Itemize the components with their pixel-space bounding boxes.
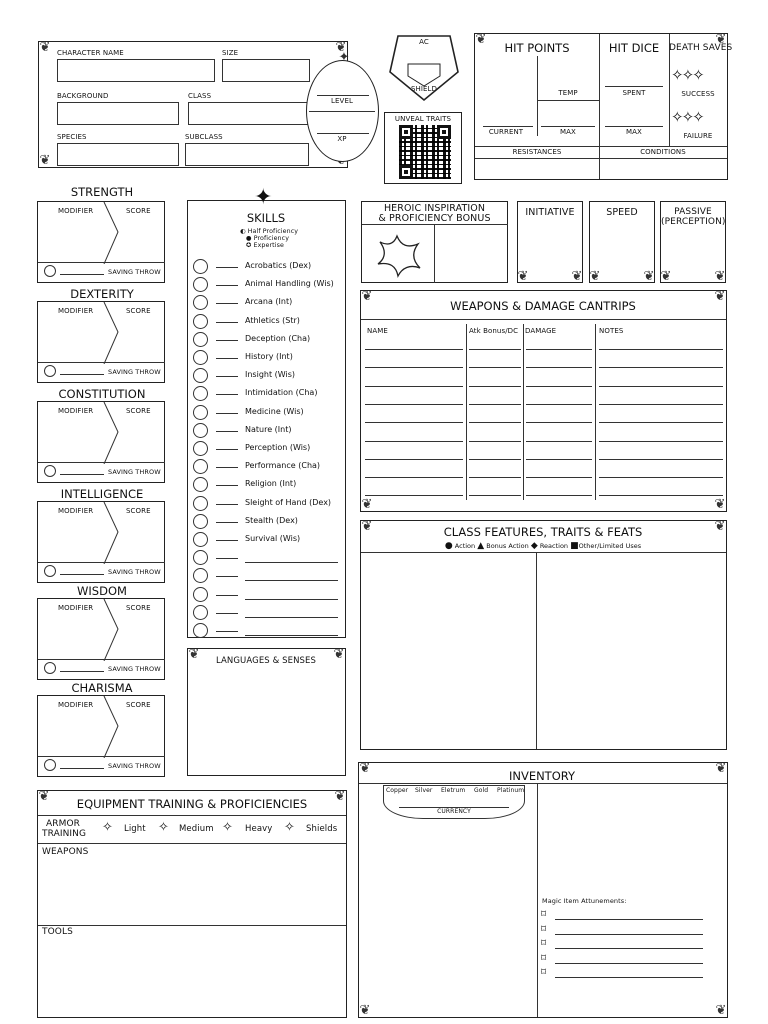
skill-name: Stealth (Dex): [245, 515, 298, 525]
skill-row[interactable]: [188, 567, 348, 585]
custom-skill-field[interactable]: [245, 617, 338, 618]
weapons-col-notes: NOTES: [599, 327, 624, 335]
skill-bonus-field[interactable]: [216, 558, 238, 559]
ability-charisma: [37, 679, 167, 779]
weapon-cell-line[interactable]: [599, 459, 723, 460]
weapon-cell-line[interactable]: [469, 349, 521, 350]
skill-name: Deception (Cha): [245, 333, 311, 343]
saving-throw-label: SAVING THROW: [108, 665, 161, 673]
attunement-slots: [541, 909, 721, 989]
background-field[interactable]: [57, 102, 179, 125]
weapons-title: WEAPONS & DAMAGE CANTRIPS: [450, 299, 636, 313]
ornament-icon: ❦: [715, 761, 727, 776]
skill-row[interactable]: [188, 622, 348, 640]
qr-panel: [384, 112, 462, 184]
skill-bonus-field[interactable]: [216, 522, 238, 523]
languages-panel[interactable]: [187, 648, 346, 776]
shields-label: Shields: [306, 824, 338, 834]
score-label: SCORE: [126, 407, 151, 415]
ornament-icon: ❦: [660, 269, 672, 284]
proficiency-toggle[interactable]: [193, 477, 208, 492]
skill-bonus-field[interactable]: [216, 413, 238, 414]
current-hp-label: CURRENT: [488, 128, 524, 136]
death-save-failure-icons[interactable]: ✧✧✧: [671, 108, 703, 126]
attunement-line[interactable]: [555, 963, 703, 964]
level-label: LEVEL: [331, 97, 353, 105]
character-name-field[interactable]: [57, 59, 215, 82]
passive-perception-box[interactable]: [660, 201, 726, 283]
skill-bonus-field[interactable]: [216, 540, 238, 541]
skill-name: Survival (Wis): [245, 534, 301, 543]
coin-copper: Copper: [386, 787, 409, 794]
attunement-slot-icon[interactable]: ⌑: [541, 952, 547, 964]
skill-bonus-field[interactable]: [216, 431, 238, 432]
qr-label: UNVEAL TRAITS: [394, 115, 452, 123]
weapon-cell-line[interactable]: [526, 459, 592, 460]
passive-label-line2: (PERCEPTION): [661, 217, 726, 227]
skill-name: Sleight of Hand (Dex): [245, 497, 332, 507]
skill-bonus-field[interactable]: [216, 449, 238, 450]
weapons-panel: [360, 290, 727, 512]
weapon-cell-line[interactable]: [469, 477, 521, 478]
resistances-label: RESISTANCES: [512, 148, 562, 156]
weapon-cell-line[interactable]: [599, 404, 723, 405]
features-left-column[interactable]: [361, 553, 536, 749]
weapon-cell-line[interactable]: [526, 367, 592, 368]
ornament-icon: ✦: [338, 50, 350, 65]
weapons-rows[interactable]: [361, 335, 726, 505]
weapon-cell-line[interactable]: [469, 386, 521, 387]
saving-throw-toggle[interactable]: [44, 565, 56, 577]
skill-row[interactable]: [188, 294, 348, 312]
proficiency-toggle[interactable]: [193, 514, 208, 529]
saving-throw-label: SAVING THROW: [108, 468, 161, 476]
weapons-col-name: NAME: [367, 327, 388, 335]
tools-label: TOOLS: [42, 927, 73, 937]
ornament-icon: ❦: [38, 789, 50, 804]
skill-bonus-field[interactable]: [216, 376, 238, 377]
skill-row[interactable]: [188, 385, 348, 403]
coin-platinum: Platinum: [497, 787, 525, 794]
ornament-icon: ❦: [517, 269, 529, 284]
ability-wisdom: [37, 582, 167, 682]
score-label: SCORE: [126, 604, 151, 612]
skill-bonus-field[interactable]: [216, 485, 238, 486]
reaction-icon: ◆: [530, 541, 538, 551]
initiative-box[interactable]: [517, 201, 583, 283]
identity-panel: [38, 41, 348, 168]
xp-label: XP: [337, 135, 347, 143]
bonus-action-icon: ▲: [477, 541, 485, 551]
features-title: CLASS FEATURES, TRAITS & FEATS: [443, 525, 643, 539]
attunement-label: Magic Item Attunements:: [542, 897, 627, 905]
weapons-training-label: WEAPONS: [42, 847, 89, 857]
skill-row[interactable]: [188, 458, 348, 476]
ability-name: CHARISMA: [71, 681, 133, 695]
proficiency-toggle[interactable]: [193, 550, 208, 565]
weapon-cell-line[interactable]: [365, 495, 463, 496]
skill-name: Performance (Cha): [245, 461, 321, 471]
weapon-cell-line[interactable]: [469, 367, 521, 368]
death-saves-title: DEATH SAVES: [669, 43, 733, 53]
character-name-label: CHARACTER NAME: [57, 49, 124, 57]
ac-label: AC: [419, 38, 429, 46]
skill-bonus-field[interactable]: [216, 394, 238, 395]
skill-name: Medicine (Wis): [245, 406, 304, 416]
ornament-icon: ❦: [39, 153, 51, 168]
legend-proficiency: ● Proficiency: [246, 235, 290, 242]
proficiency-toggle[interactable]: [193, 623, 208, 638]
weapon-cell-line[interactable]: [469, 459, 521, 460]
weapon-cell-line[interactable]: [526, 495, 592, 496]
weapon-cell-line[interactable]: [599, 441, 723, 442]
features-panel: [360, 520, 727, 750]
custom-skill-field[interactable]: [245, 635, 338, 636]
species-label: SPECIES: [57, 133, 87, 141]
proficiency-toggle[interactable]: [193, 277, 208, 292]
class-field[interactable]: [188, 102, 310, 125]
armor-training-line2: TRAINING: [42, 829, 87, 839]
ornament-icon: ❦: [714, 269, 726, 284]
skill-name: Intimidation (Cha): [245, 388, 318, 398]
legend-expertise: ✪ Expertise: [246, 242, 284, 249]
ability-name: DEXTERITY: [70, 287, 134, 301]
proficiency-toggle[interactable]: [193, 314, 208, 329]
saving-throw-label: SAVING THROW: [108, 268, 161, 276]
features-legend: ● Action ▲ Bonus Action ◆ Reaction ■Other/Limited Uses: [444, 541, 642, 551]
heavy-armor-toggle[interactable]: ✧: [222, 820, 233, 835]
modifier-label: MODIFIER: [58, 507, 94, 515]
skill-row[interactable]: [188, 440, 348, 458]
ornament-icon: ❦: [643, 269, 655, 284]
proficiency-toggle[interactable]: [193, 441, 208, 456]
skill-row[interactable]: [188, 313, 348, 331]
attunement-line[interactable]: [555, 977, 703, 978]
failure-label: FAILURE: [683, 132, 713, 140]
modifier-label: MODIFIER: [58, 701, 94, 709]
weapon-cell-line[interactable]: [599, 386, 723, 387]
skill-row[interactable]: [188, 276, 348, 294]
weapon-cell-line[interactable]: [526, 422, 592, 423]
weapon-cell-line[interactable]: [365, 367, 463, 368]
skill-bonus-field[interactable]: [216, 358, 238, 359]
proficiency-toggle[interactable]: [193, 532, 208, 547]
ability-name: STRENGTH: [70, 185, 134, 199]
inspiration-panel: [361, 201, 508, 283]
hit-dice-title: HIT DICE: [608, 41, 660, 55]
attunement-slot-icon[interactable]: ⌑: [541, 967, 547, 978]
skill-row[interactable]: [188, 549, 348, 567]
attunement-slot-icon[interactable]: ⌑: [541, 923, 547, 935]
skill-bonus-field[interactable]: [216, 322, 238, 323]
skill-bonus-field[interactable]: [216, 303, 238, 304]
compass-star-icon: ✦: [254, 185, 273, 210]
temp-hp-label: TEMP: [558, 89, 578, 97]
ability-name: WISDOM: [77, 584, 127, 598]
attunement-line[interactable]: [555, 919, 703, 920]
skills-panel: [187, 185, 346, 638]
initiative-label: INITIATIVE: [525, 207, 575, 218]
skills-title: SKILLS: [246, 211, 286, 225]
saving-throw-toggle[interactable]: [44, 265, 56, 277]
ability-intelligence: [37, 485, 167, 585]
skill-bonus-field[interactable]: [216, 576, 238, 577]
weapon-cell-line[interactable]: [365, 422, 463, 423]
weapons-col-atk: Atk Bonus/DC: [469, 327, 519, 335]
skill-bonus-field[interactable]: [216, 285, 238, 286]
medium-armor-label: Medium: [179, 824, 214, 834]
skill-name: Religion (Int): [245, 479, 297, 489]
skill-bonus-field[interactable]: [216, 340, 238, 341]
proficiency-toggle[interactable]: [193, 423, 208, 438]
equipment-panel: [37, 790, 347, 1018]
speed-label: SPEED: [606, 207, 638, 218]
proficiency-toggle[interactable]: [193, 350, 208, 365]
saving-throw-label: SAVING THROW: [108, 368, 161, 376]
weapon-cell-line[interactable]: [599, 477, 723, 478]
ability-dexterity: [37, 285, 167, 385]
score-label: SCORE: [126, 207, 151, 215]
hit-dice-max-label: MAX: [626, 128, 642, 136]
inventory-panel: [358, 762, 728, 1018]
modifier-label: MODIFIER: [58, 307, 94, 315]
weapon-cell-line[interactable]: [365, 441, 463, 442]
saving-throw-toggle[interactable]: [44, 759, 56, 771]
modifier-label: MODIFIER: [58, 207, 94, 215]
max-hp-label: MAX: [560, 128, 576, 136]
weapon-cell-line[interactable]: [599, 422, 723, 423]
weapons-col-damage: DAMAGE: [525, 327, 557, 335]
hit-dice-spent-label: SPENT: [622, 89, 646, 97]
hp-panel: [474, 32, 733, 180]
weapon-cell-line[interactable]: [526, 477, 592, 478]
modifier-label: MODIFIER: [58, 604, 94, 612]
subclass-field[interactable]: [185, 143, 309, 166]
speed-box[interactable]: [589, 201, 655, 283]
other-uses-icon: ■: [570, 541, 579, 551]
skill-row[interactable]: [188, 349, 348, 367]
currency-label: CURRENCY: [437, 808, 471, 815]
coin-silver: Silver: [415, 787, 433, 794]
proficiency-toggle[interactable]: [193, 496, 208, 511]
skill-row[interactable]: [188, 531, 348, 549]
size-field[interactable]: [222, 59, 310, 82]
subclass-label: SUBCLASS: [185, 133, 223, 141]
ornament-icon: ❦: [571, 269, 583, 284]
score-label: SCORE: [126, 701, 151, 709]
ornament-icon: ❦: [361, 497, 373, 512]
custom-skill-field[interactable]: [245, 599, 338, 600]
weapon-cell-line[interactable]: [469, 495, 521, 496]
ornament-icon: ❦: [359, 1003, 371, 1018]
proficiency-toggle[interactable]: [193, 295, 208, 310]
shields-toggle[interactable]: ✧: [284, 820, 295, 835]
ability-strength: [37, 185, 167, 285]
skill-bonus-field[interactable]: [216, 613, 238, 614]
proficiency-toggle[interactable]: [193, 587, 208, 602]
skill-bonus-field[interactable]: [216, 267, 238, 268]
ornament-icon: ❦: [335, 40, 347, 55]
heavy-armor-label: Heavy: [245, 824, 273, 834]
weapon-cell-line[interactable]: [469, 441, 521, 442]
armor-training-line1: ARMOR: [46, 819, 81, 829]
weapon-cell-line[interactable]: [365, 477, 463, 478]
light-armor-toggle[interactable]: ✧: [102, 820, 113, 835]
ornament-icon: ❦: [714, 497, 726, 512]
ornament-icon: ❦: [188, 647, 200, 662]
weapon-cell-line[interactable]: [526, 349, 592, 350]
ornament-icon: ❦: [589, 269, 601, 284]
attunement-slot-icon[interactable]: ⌑: [541, 909, 547, 920]
proficiency-toggle[interactable]: [193, 568, 208, 583]
skill-name: Acrobatics (Dex): [245, 261, 312, 270]
skill-name: Athletics (Str): [245, 315, 300, 325]
coin-gold: Gold: [474, 787, 489, 794]
weapon-cell-line[interactable]: [365, 349, 463, 350]
proficiency-toggle[interactable]: [193, 405, 208, 420]
ornament-icon: ❦: [361, 289, 373, 304]
weapon-cell-line[interactable]: [599, 367, 723, 368]
score-label: SCORE: [126, 307, 151, 315]
proficiency-toggle[interactable]: [193, 386, 208, 401]
size-label: SIZE: [222, 49, 239, 57]
skill-row[interactable]: [188, 513, 348, 531]
shield-label: SHIELD: [410, 85, 438, 93]
weapon-cell-line[interactable]: [365, 459, 463, 460]
light-armor-label: Light: [124, 824, 146, 834]
level-xp-oval: [306, 60, 379, 162]
custom-skill-field[interactable]: [245, 562, 338, 563]
skill-name: Nature (Int): [245, 424, 292, 434]
attunement-line[interactable]: [555, 948, 703, 949]
saving-throw-label: SAVING THROW: [108, 762, 161, 770]
score-label: SCORE: [126, 507, 151, 515]
ability-constitution: [37, 385, 167, 485]
inspiration-title-line1: HEROIC INSPIRATION: [383, 203, 486, 214]
weapon-cell-line[interactable]: [526, 441, 592, 442]
ornament-icon: ❦: [39, 40, 51, 55]
skill-bonus-field[interactable]: [216, 504, 238, 505]
skill-bonus-field[interactable]: [216, 631, 238, 632]
modifier-label: MODIFIER: [58, 407, 94, 415]
skill-name: History (Int): [245, 352, 293, 361]
passive-label-line1: PASSIVE: [674, 207, 712, 217]
proficiency-toggle[interactable]: [193, 459, 208, 474]
class-label: CLASS: [188, 92, 212, 100]
skill-row[interactable]: [188, 367, 348, 385]
inspiration-title-line2: & PROFICIENCY BONUS: [378, 213, 491, 224]
ornament-icon: ❦: [333, 647, 345, 662]
legend-half-proficiency: ◐ Half Proficiency: [240, 228, 299, 235]
success-label: SUCCESS: [681, 90, 715, 98]
qr-code-icon[interactable]: [399, 125, 451, 179]
skill-name: Animal Handling (Wis): [245, 279, 334, 289]
ornament-icon: ❦: [714, 519, 726, 534]
weapon-cell-line[interactable]: [469, 404, 521, 405]
weapon-cell-line[interactable]: [599, 349, 723, 350]
weapon-cell-line[interactable]: [526, 404, 592, 405]
background-label: BACKGROUND: [57, 92, 109, 100]
skill-bonus-field[interactable]: [216, 595, 238, 596]
skill-list: [188, 258, 344, 638]
hit-points-title: HIT POINTS: [504, 41, 570, 55]
weapons-training-field[interactable]: [38, 857, 346, 925]
attunement-slot-icon[interactable]: ⌑: [541, 938, 547, 949]
species-field[interactable]: [57, 143, 179, 166]
equipment-title: EQUIPMENT TRAINING & PROFICIENCIES: [76, 797, 308, 811]
weapon-cell-line[interactable]: [469, 422, 521, 423]
custom-skill-field[interactable]: [245, 580, 338, 581]
saving-throw-toggle[interactable]: [44, 662, 56, 674]
proficiency-toggle[interactable]: [193, 332, 208, 347]
saving-throw-toggle[interactable]: [44, 365, 56, 377]
weapon-cell-line[interactable]: [365, 386, 463, 387]
features-right-column[interactable]: [537, 553, 726, 749]
inventory-title: INVENTORY: [508, 769, 576, 783]
ornament-icon: ❦: [714, 289, 726, 304]
saving-throw-label: SAVING THROW: [108, 568, 161, 576]
skill-row[interactable]: [188, 258, 348, 276]
skill-row[interactable]: [188, 604, 348, 622]
death-save-success-icons[interactable]: ✧✧✧: [671, 66, 703, 84]
action-icon: ●: [444, 541, 453, 551]
skill-bonus-field[interactable]: [216, 467, 238, 468]
attunement-line[interactable]: [555, 934, 703, 935]
skill-row[interactable]: [188, 404, 348, 422]
saving-throw-toggle[interactable]: [44, 465, 56, 477]
ornament-icon: ❦: [715, 1003, 727, 1018]
skill-row[interactable]: [188, 495, 348, 513]
inspiration-star-icon[interactable]: [368, 230, 426, 280]
ornament-icon: ❦: [359, 761, 371, 776]
coin-electrum: Eletrum: [441, 787, 466, 794]
medium-armor-toggle[interactable]: ✧: [158, 820, 169, 835]
inventory-items-field[interactable]: [359, 823, 537, 1017]
conditions-label: CONDITIONS: [640, 148, 686, 156]
ornament-icon: ❦: [361, 519, 373, 534]
skill-name: Arcana (Int): [245, 297, 293, 307]
skill-name: Insight (Wis): [245, 370, 296, 380]
tools-field[interactable]: [38, 939, 346, 1015]
weapon-cell-line[interactable]: [365, 404, 463, 405]
languages-title: LANGUAGES & SENSES: [215, 656, 317, 666]
proficiency-toggle[interactable]: [193, 605, 208, 620]
ability-name: INTELLIGENCE: [60, 487, 144, 501]
skill-row[interactable]: [188, 331, 348, 349]
ornament-icon: ❦: [715, 32, 727, 47]
ornament-icon: ❦: [334, 789, 346, 804]
skill-name: Perception (Wis): [245, 443, 311, 452]
ornament-icon: ❦: [475, 32, 487, 47]
weapon-cell-line[interactable]: [599, 495, 723, 496]
ability-name: CONSTITUTION: [58, 387, 146, 401]
skill-row[interactable]: [188, 586, 348, 604]
proficiency-toggle[interactable]: [193, 259, 208, 274]
skill-row[interactable]: [188, 476, 348, 494]
weapon-cell-line[interactable]: [526, 386, 592, 387]
proficiency-toggle[interactable]: [193, 368, 208, 383]
skill-row[interactable]: [188, 422, 348, 440]
